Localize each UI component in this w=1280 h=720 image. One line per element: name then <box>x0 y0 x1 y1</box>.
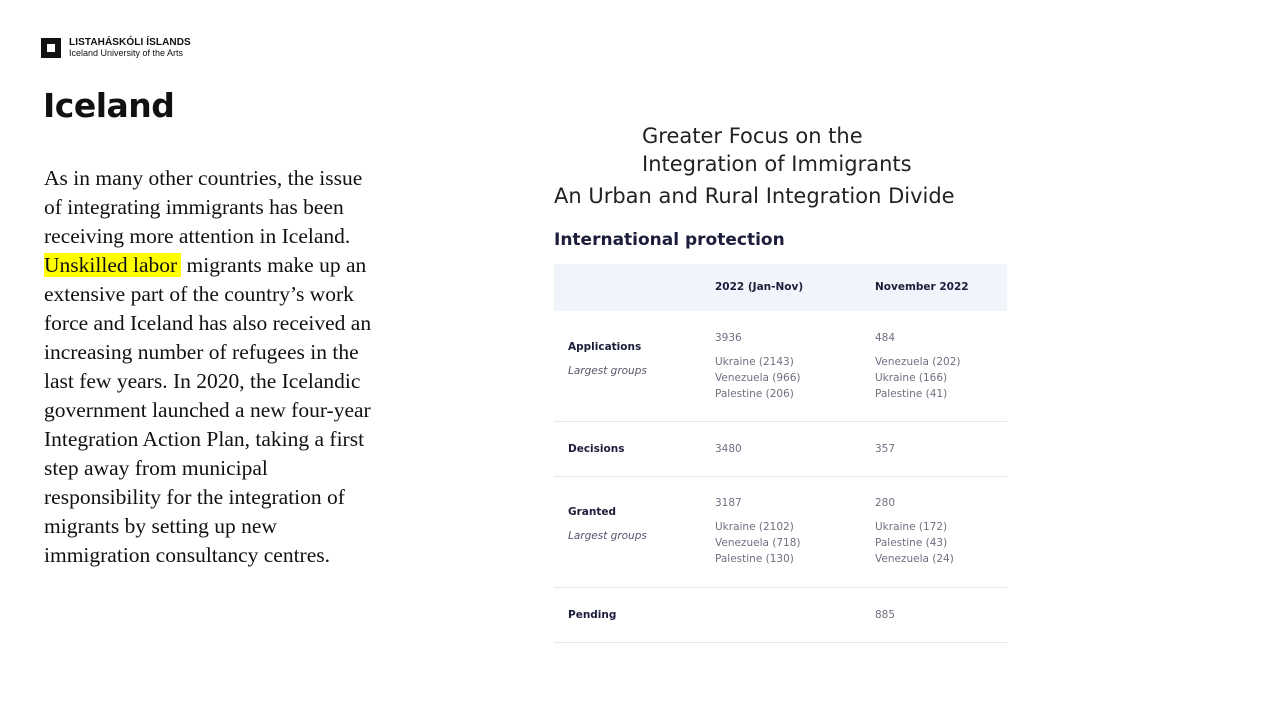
group-item: Venezuela (202) <box>875 356 961 368</box>
slide-title: Iceland <box>43 86 175 125</box>
value-nov: 280 <box>875 497 896 509</box>
row-label: Applications <box>568 341 642 353</box>
group-item: Venezuela (718) <box>715 537 801 549</box>
group-item: Venezuela (24) <box>875 553 954 565</box>
body-text-after: migrants make up an extensive part of the country’s work force and Iceland has also received an increasing number of refugees in the last few years. In 2020, the Icelandic government launched a new four-year Integration Action Plan, taking a first step away from municipal responsibility for the integration of migrants by setting up new immigration consultancy centres. <box>44 253 372 567</box>
table-header-row <box>554 264 1007 311</box>
group-item: Palestine (43) <box>875 537 948 549</box>
table-title: International protection <box>554 230 785 250</box>
group-item: Ukraine (2143) <box>715 356 794 368</box>
logo-mark <box>41 38 61 58</box>
groups-nov <box>875 519 954 567</box>
body-text-before: As in many other countries, the issue of integrating immigrants has been receiving more attention in Iceland. <box>44 166 363 248</box>
group-item: Venezuela (966) <box>715 372 801 384</box>
value-nov: 885 <box>875 609 896 621</box>
group-item: Palestine (41) <box>875 388 948 400</box>
row-label: Granted <box>568 506 617 518</box>
divide-heading: An Urban and Rural Integration Divide <box>554 184 955 208</box>
group-item: Ukraine (2102) <box>715 521 794 533</box>
value-2022: 3480 <box>715 443 742 455</box>
row-label: Decisions <box>568 443 625 455</box>
value-2022: 3187 <box>715 497 742 509</box>
group-item: Ukraine (172) <box>875 521 948 533</box>
protection-table <box>554 264 1007 643</box>
table-row-pending <box>554 588 1007 643</box>
groups-nov <box>875 354 961 402</box>
value-2022: 3936 <box>715 332 742 344</box>
university-logo <box>41 38 191 58</box>
group-item: Ukraine (166) <box>875 372 948 384</box>
value-nov: 484 <box>875 332 896 344</box>
groups-2022 <box>715 354 801 402</box>
table-row-decisions <box>554 422 1007 477</box>
groups-2022 <box>715 519 801 567</box>
table-row-granted <box>554 477 1007 588</box>
highlighted-text: Unskilled labor <box>44 253 181 277</box>
row-sublabel: Largest groups <box>568 365 647 377</box>
value-nov: 357 <box>875 443 896 455</box>
row-label: Pending <box>568 609 617 621</box>
logo-text <box>69 38 191 58</box>
table-row-applications <box>554 311 1007 422</box>
column-header-2022: 2022 (Jan-Nov) <box>715 281 804 293</box>
logo-subtitle: Iceland University of the Arts <box>69 48 184 58</box>
group-item: Palestine (130) <box>715 553 794 565</box>
focus-heading: Greater Focus on the Integration of Immigrants <box>642 124 912 176</box>
column-header-nov-2022: November 2022 <box>875 281 969 293</box>
logo-name: LISTAHÁSKÓLI ÍSLANDS <box>69 37 191 48</box>
row-sublabel: Largest groups <box>568 530 647 542</box>
body-paragraph <box>44 164 384 570</box>
group-item: Palestine (206) <box>715 388 794 400</box>
